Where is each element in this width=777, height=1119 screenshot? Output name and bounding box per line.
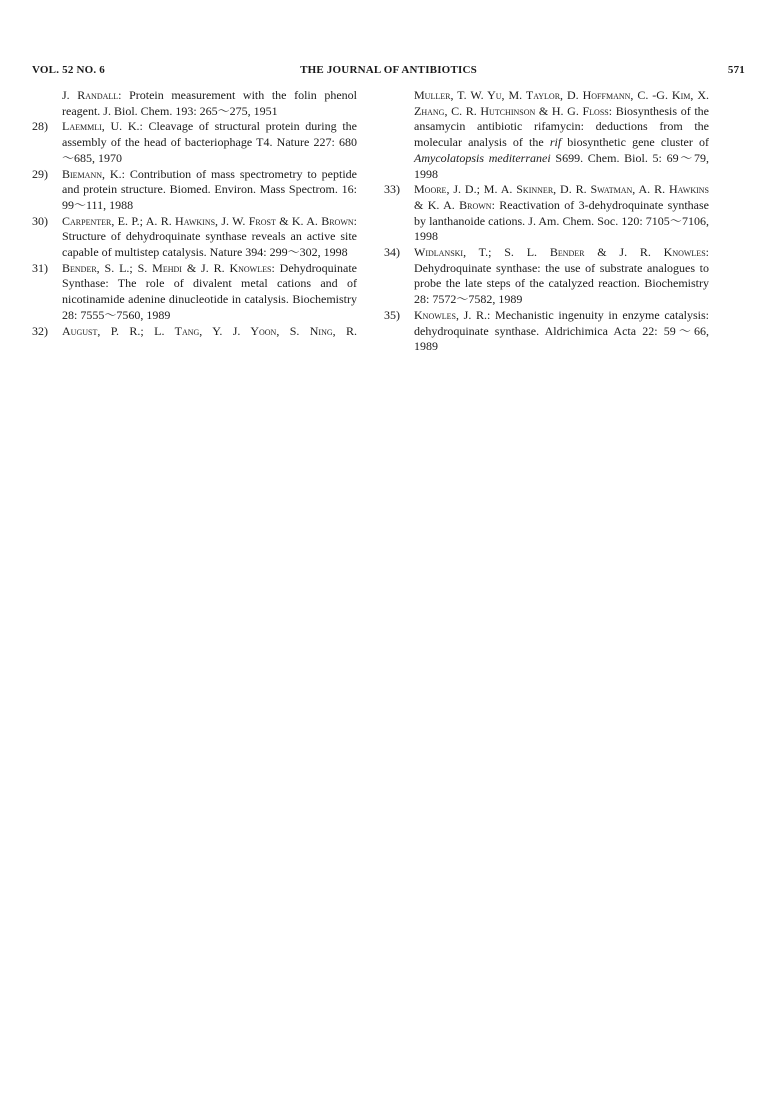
reference-text: : Dehydroquinate synthase: the use of substrate analogues to probe the late steps of the catalyzed reaction. Biochemistry 28: 7572～7582, 1989 xyxy=(414,245,709,307)
reference-text: : Protein measurement with the folin phenol reagent. J. Biol. Chem. 193: 265～275, 1951 xyxy=(62,88,357,118)
reference-text: : Cleavage of structural protein during the assembly of the head of bacteriophage T4. Nature 227: 680～685, 1970 xyxy=(62,119,357,165)
reference-text: : Biosynthesis of the ansamycin antibiotic rifamycin: deductions from the molecular analysis of the xyxy=(414,103,709,150)
reference-35 xyxy=(384,308,709,355)
running-header xyxy=(32,64,745,80)
page-number: 571 xyxy=(727,64,745,76)
references-right-column xyxy=(384,88,709,355)
reference-29 xyxy=(32,167,357,214)
reference-text: : Reactivation of 3-dehydroquinate synthase by lanthanoide cations. J. Am. Chem. Soc. 120: 7105～7106, 1998 xyxy=(414,197,709,244)
reference-number: 29) xyxy=(32,166,48,181)
reference-34 xyxy=(384,245,709,308)
reference-authors: Widlanski, T.; S. L. Bender & J. R. Knowles xyxy=(414,245,706,260)
reference-authors: J. Randall xyxy=(62,88,119,102)
reference-authors: Biemann, K. xyxy=(62,166,122,181)
gene-cluster-name: rif xyxy=(549,135,562,150)
reference-31 xyxy=(32,261,357,324)
reference-number: 33) xyxy=(384,182,400,197)
reference-30 xyxy=(32,214,357,261)
reference-authors: Bender, S. L.; S. Mehdi & J. R. Knowles xyxy=(62,260,272,275)
reference-continuation xyxy=(384,88,709,182)
reference-authors: Carpenter, E. P.; A. R. Hawkins, J. W. Frost & K. A. Brown xyxy=(62,213,354,228)
reference-text: : Mechanistic ingenuity in enzyme catalysis: dehydroquinate synthase. Aldrichimica Acta 22: 59～66, 1989 xyxy=(414,307,710,354)
references-left-column xyxy=(32,88,357,339)
reference-number: 35) xyxy=(384,307,400,322)
reference-text: biosynthetic gene cluster of xyxy=(561,135,709,150)
organism-name: Amycolatopsis mediterranei xyxy=(414,150,551,165)
reference-number: 34) xyxy=(384,245,400,260)
reference-text: : Structure of dehydroquinate synthase reveals an active site capable of multistep catalysis. Nature 394: 299～302, 1998 xyxy=(62,213,357,260)
reference-number: 32) xyxy=(32,323,48,338)
reference-33 xyxy=(384,182,709,245)
reference-28 xyxy=(32,119,357,166)
reference-authors: Knowles, J. R. xyxy=(414,307,488,322)
reference-continuation xyxy=(32,88,357,119)
reference-32 xyxy=(32,324,357,340)
reference-number: 28) xyxy=(32,119,48,134)
reference-text: S699. Chem. Biol. 5: 69～79, 1998 xyxy=(414,150,709,181)
journal-title: THE JOURNAL OF ANTIBIOTICS xyxy=(300,64,477,76)
reference-text: : Dehydroquinate Synthase: The role of divalent metal cations and of nicotinamide adenine dinucleotide in catalysis. Biochemistry 28: 7555～7560, 1989 xyxy=(62,260,357,322)
reference-number: 31) xyxy=(32,260,48,275)
reference-text: : Contribution of mass spectrometry to peptide and protein structure. Biomed. Environ. Mass Spectrom. 16: 99～111, 1988 xyxy=(62,166,357,212)
reference-number: 30) xyxy=(32,213,48,228)
reference-authors: Muller, T. W. Yu, M. Taylor, D. Hoffmann, C. -G. Kim, X. Zhang, C. R. Hutchinson & H. G. Floss xyxy=(414,88,709,118)
reference-authors: Moore, J. D.; M. A. Skinner, D. R. Swatman, A. R. Hawkins & K. A. Brown xyxy=(414,182,709,212)
reference-authors: August, P. R.; L. Tang, Y. J. Yoon, S. Ning, R. xyxy=(62,323,357,338)
volume-number: VOL. 52 NO. 6 xyxy=(32,64,105,76)
reference-authors: Laemmli, U. K. xyxy=(62,119,140,134)
